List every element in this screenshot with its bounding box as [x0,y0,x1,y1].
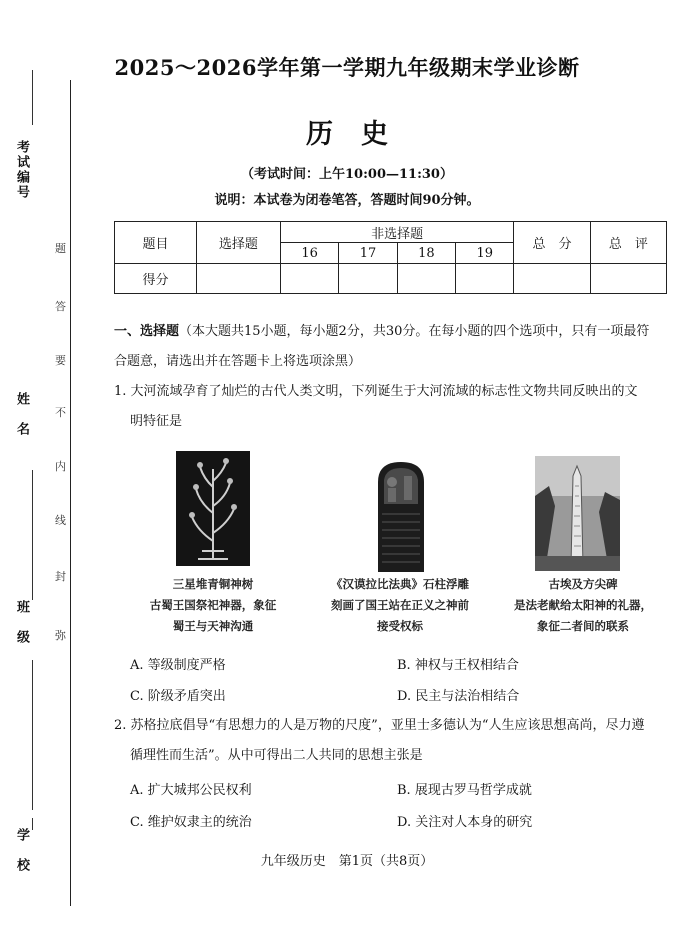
caption-line: 三星堆青铜神树 [172,577,254,591]
q1-option-b[interactable]: B. 神权与王权相结合 [397,658,519,673]
q17-header: 17 [339,243,397,264]
seal-char: 弥 [55,629,66,642]
school-field[interactable] [32,818,33,830]
q19-header: 19 [456,243,514,264]
caption-sacred-tree [133,574,293,637]
section-instructions [114,322,674,342]
egyptian-obelisk-photo [535,456,620,571]
caption-line: 象征二者间的联系 [537,619,629,633]
q16-header: 16 [280,243,338,264]
seal-char: 不 [55,406,66,419]
q2-option-a[interactable]: A. 扩大城邦公民权利 [130,783,252,798]
q2-stem-line1: 2. 苏格拉底倡导“有思想力的人是万物的尺度”，亚里士多德认为“人生应该思想高尚，尽力遵 [114,718,645,733]
q1-option-a[interactable]: A. 等级制度严格 [130,658,226,673]
q1-stem-line1: 1. 大河流域孕育了灿烂的古代人类文明，下列诞生于大河流域的标志性文物共同反映出的文 [114,384,638,399]
row-label-score: 得分 [115,264,197,294]
caption-line: 《汉谟拉比法典》石柱浮雕 [331,577,469,591]
bronze-sacred-tree-photo [176,451,250,566]
q2-stem-line2: 循理性而生活”。从中可得出二人共同的思想主张是 [130,748,423,763]
q1-option-c[interactable]: C. 阶级矛盾突出 [130,689,226,704]
caption-line: 古埃及方尖碑 [548,577,618,591]
review-header: 总 评 [590,222,666,264]
caption-line: 古蜀王国祭祀神器，象征 [149,598,277,612]
page-footer: 九年级历史 第1页（共8页） [260,854,434,869]
subject-title: 历史 [306,119,416,150]
seal-char: 题 [55,242,66,255]
section-instr-line2: 合题意，请选出并在答题卡上将选项涂黑） [114,354,362,369]
section-heading: 一、选择题 [114,324,180,339]
score-cell-total[interactable] [514,264,590,294]
score-cell-18[interactable] [397,264,455,294]
q2-option-d[interactable]: D. 关注对人本身的研究 [397,815,533,830]
score-cell-16[interactable] [280,264,338,294]
section-instr-line1: （本大题共15小题，每小题2分，共30分。在每小题的四个选项中，只有一项最符 [179,324,650,339]
q2-option-c[interactable]: C. 维护奴隶主的统治 [130,815,252,830]
q1-option-d[interactable]: D. 民主与法治相结合 [397,689,520,704]
total-header: 总 分 [514,222,590,264]
exam-number-label: 考试编号 [14,140,29,200]
score-cell-17[interactable] [339,264,397,294]
caption-line: 刻画了国王站在正义之神前 [331,598,469,612]
score-cell-19[interactable] [456,264,514,294]
exam-time: （考试时间：上午10:00—11:30） [241,167,453,182]
school-label: 学 校 [14,828,29,873]
caption-line: 蜀王与天神沟通 [172,619,254,633]
score-cell-choice[interactable] [196,264,280,294]
name-field[interactable] [32,470,33,600]
class-field[interactable] [32,660,33,810]
caption-hammurabi [310,574,490,637]
non-choice-header: 非选择题 [280,222,514,243]
exam-instructions: 说明：本试卷为闭卷笔答，答题时间90分钟。 [214,193,480,208]
name-label: 姓 名 [14,392,29,437]
code-of-hammurabi-stele-photo [372,460,430,572]
score-cell-review[interactable] [590,264,666,294]
seal-char: 封 [55,570,66,583]
seal-char: 内 [55,460,66,473]
choice-header: 选择题 [196,222,280,264]
caption-obelisk [493,574,673,637]
seal-char: 答 [55,300,66,313]
caption-line: 是法老献给太阳神的礼器， [514,598,652,612]
row-label-question: 题目 [115,222,197,264]
q18-header: 18 [397,243,455,264]
score-table [114,221,667,294]
q2-option-b[interactable]: B. 展现古罗马哲学成就 [397,783,532,798]
exam-title: 2025～2026学年第一学期九年级期末学业诊断 [114,55,580,80]
seal-char: 要 [55,354,66,367]
q1-stem-line2: 明特征是 [130,414,183,429]
caption-line: 接受权标 [377,619,423,633]
class-label: 班 级 [14,600,29,645]
seal-char: 线 [55,514,66,527]
